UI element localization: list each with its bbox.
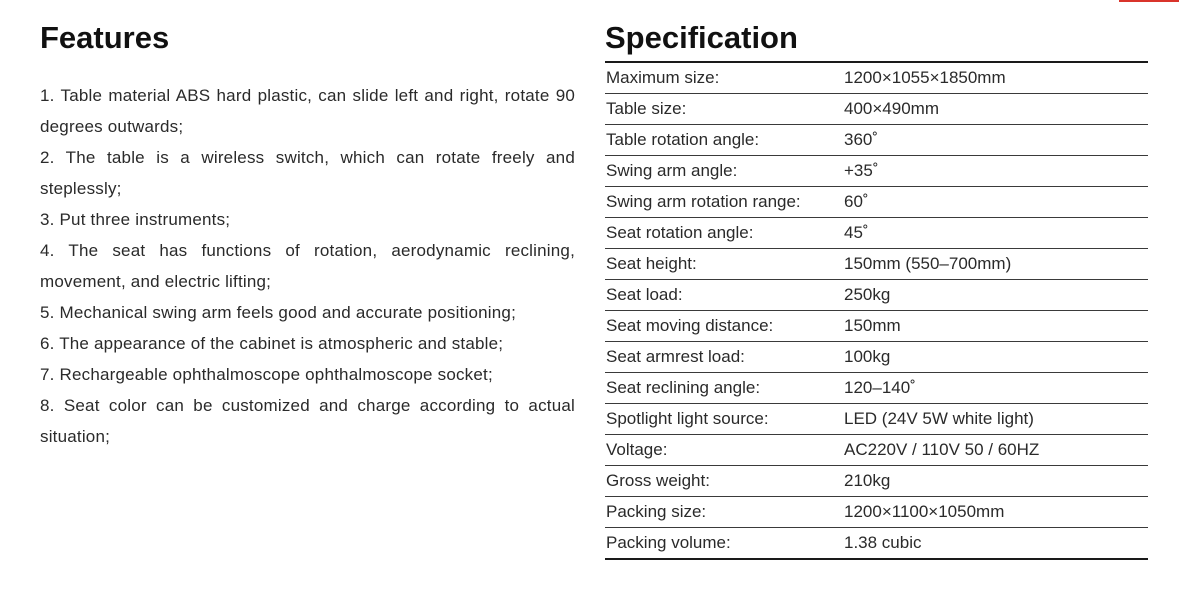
feature-item: 5. Mechanical swing arm feels good and accurate positioning; xyxy=(40,303,516,322)
spec-value: 210kg xyxy=(844,471,891,490)
spec-value: +35˚ xyxy=(844,161,879,180)
spec-row xyxy=(605,63,1148,94)
spec-label: Voltage: xyxy=(606,440,668,459)
spec-row xyxy=(605,94,1148,125)
specification-table xyxy=(605,61,1148,560)
spec-value: LED (24V 5W white light) xyxy=(844,409,1034,428)
spec-row xyxy=(605,187,1148,218)
spec-value: 60˚ xyxy=(844,192,869,211)
spec-row xyxy=(605,125,1148,156)
accent-bar xyxy=(1119,0,1179,2)
spec-label: Seat height: xyxy=(606,254,697,273)
spec-value: 250kg xyxy=(844,285,891,304)
spec-value: 150mm xyxy=(844,316,901,335)
spec-row xyxy=(605,435,1148,466)
spec-value: 1.38 cubic xyxy=(844,533,922,552)
feature-item: 8. Seat color can be customized and charge according to actual situation; xyxy=(40,396,575,446)
spec-label: Seat reclining angle: xyxy=(606,378,761,397)
spec-value: 45˚ xyxy=(844,223,869,242)
feature-item: 4. The seat has functions of rotation, aerodynamic reclining, movement, and electric lifting; xyxy=(40,241,575,291)
specification-section xyxy=(605,20,1148,560)
spec-label: Gross weight: xyxy=(606,471,710,490)
spec-label: Swing arm rotation range: xyxy=(606,192,801,211)
spec-label: Swing arm angle: xyxy=(606,161,738,180)
spec-label: Seat moving distance: xyxy=(606,316,774,335)
features-section xyxy=(40,20,575,452)
spec-label: Packing size: xyxy=(606,502,707,521)
spec-row xyxy=(605,280,1148,311)
spec-row xyxy=(605,404,1148,435)
spec-row xyxy=(605,311,1148,342)
spec-value: 100kg xyxy=(844,347,891,366)
spec-row xyxy=(605,528,1148,560)
spec-row xyxy=(605,218,1148,249)
spec-label: Table size: xyxy=(606,99,687,118)
spec-value: 1200×1100×1050mm xyxy=(844,502,1005,521)
spec-value: 360˚ xyxy=(844,130,879,149)
feature-item: 2. The table is a wireless switch, which can rotate freely and steplessly; xyxy=(40,148,575,198)
spec-label: Spotlight light source: xyxy=(606,409,769,428)
feature-item: 7. Rechargeable ophthalmoscope ophthalmoscope socket; xyxy=(40,365,493,384)
spec-value: AC220V / 110V 50 / 60HZ xyxy=(844,440,1040,459)
spec-row xyxy=(605,342,1148,373)
spec-value: 150mm (550–700mm) xyxy=(844,254,1012,273)
spec-label: Seat rotation angle: xyxy=(606,223,754,242)
feature-item: 3. Put three instruments; xyxy=(40,210,231,229)
feature-item: 6. The appearance of the cabinet is atmospheric and stable; xyxy=(40,334,504,353)
spec-row xyxy=(605,249,1148,280)
spec-label: Packing volume: xyxy=(606,533,731,552)
spec-row xyxy=(605,466,1148,497)
spec-label: Seat load: xyxy=(606,285,683,304)
spec-label: Maximum size: xyxy=(606,68,720,87)
spec-row xyxy=(605,497,1148,528)
specification-title: Specification xyxy=(605,20,798,55)
spec-value: 120–140˚ xyxy=(844,378,916,397)
spec-value: 400×490mm xyxy=(844,99,939,118)
feature-item: 1. Table material ABS hard plastic, can slide left and right, rotate 90 degrees outwards; xyxy=(40,86,575,136)
feature-list xyxy=(40,80,575,452)
spec-row xyxy=(605,373,1148,404)
spec-label: Table rotation angle: xyxy=(606,130,760,149)
spec-value: 1200×1055×1850mm xyxy=(844,68,1006,87)
features-title: Features xyxy=(40,20,170,55)
spec-label: Seat armrest load: xyxy=(606,347,745,366)
spec-row xyxy=(605,156,1148,187)
